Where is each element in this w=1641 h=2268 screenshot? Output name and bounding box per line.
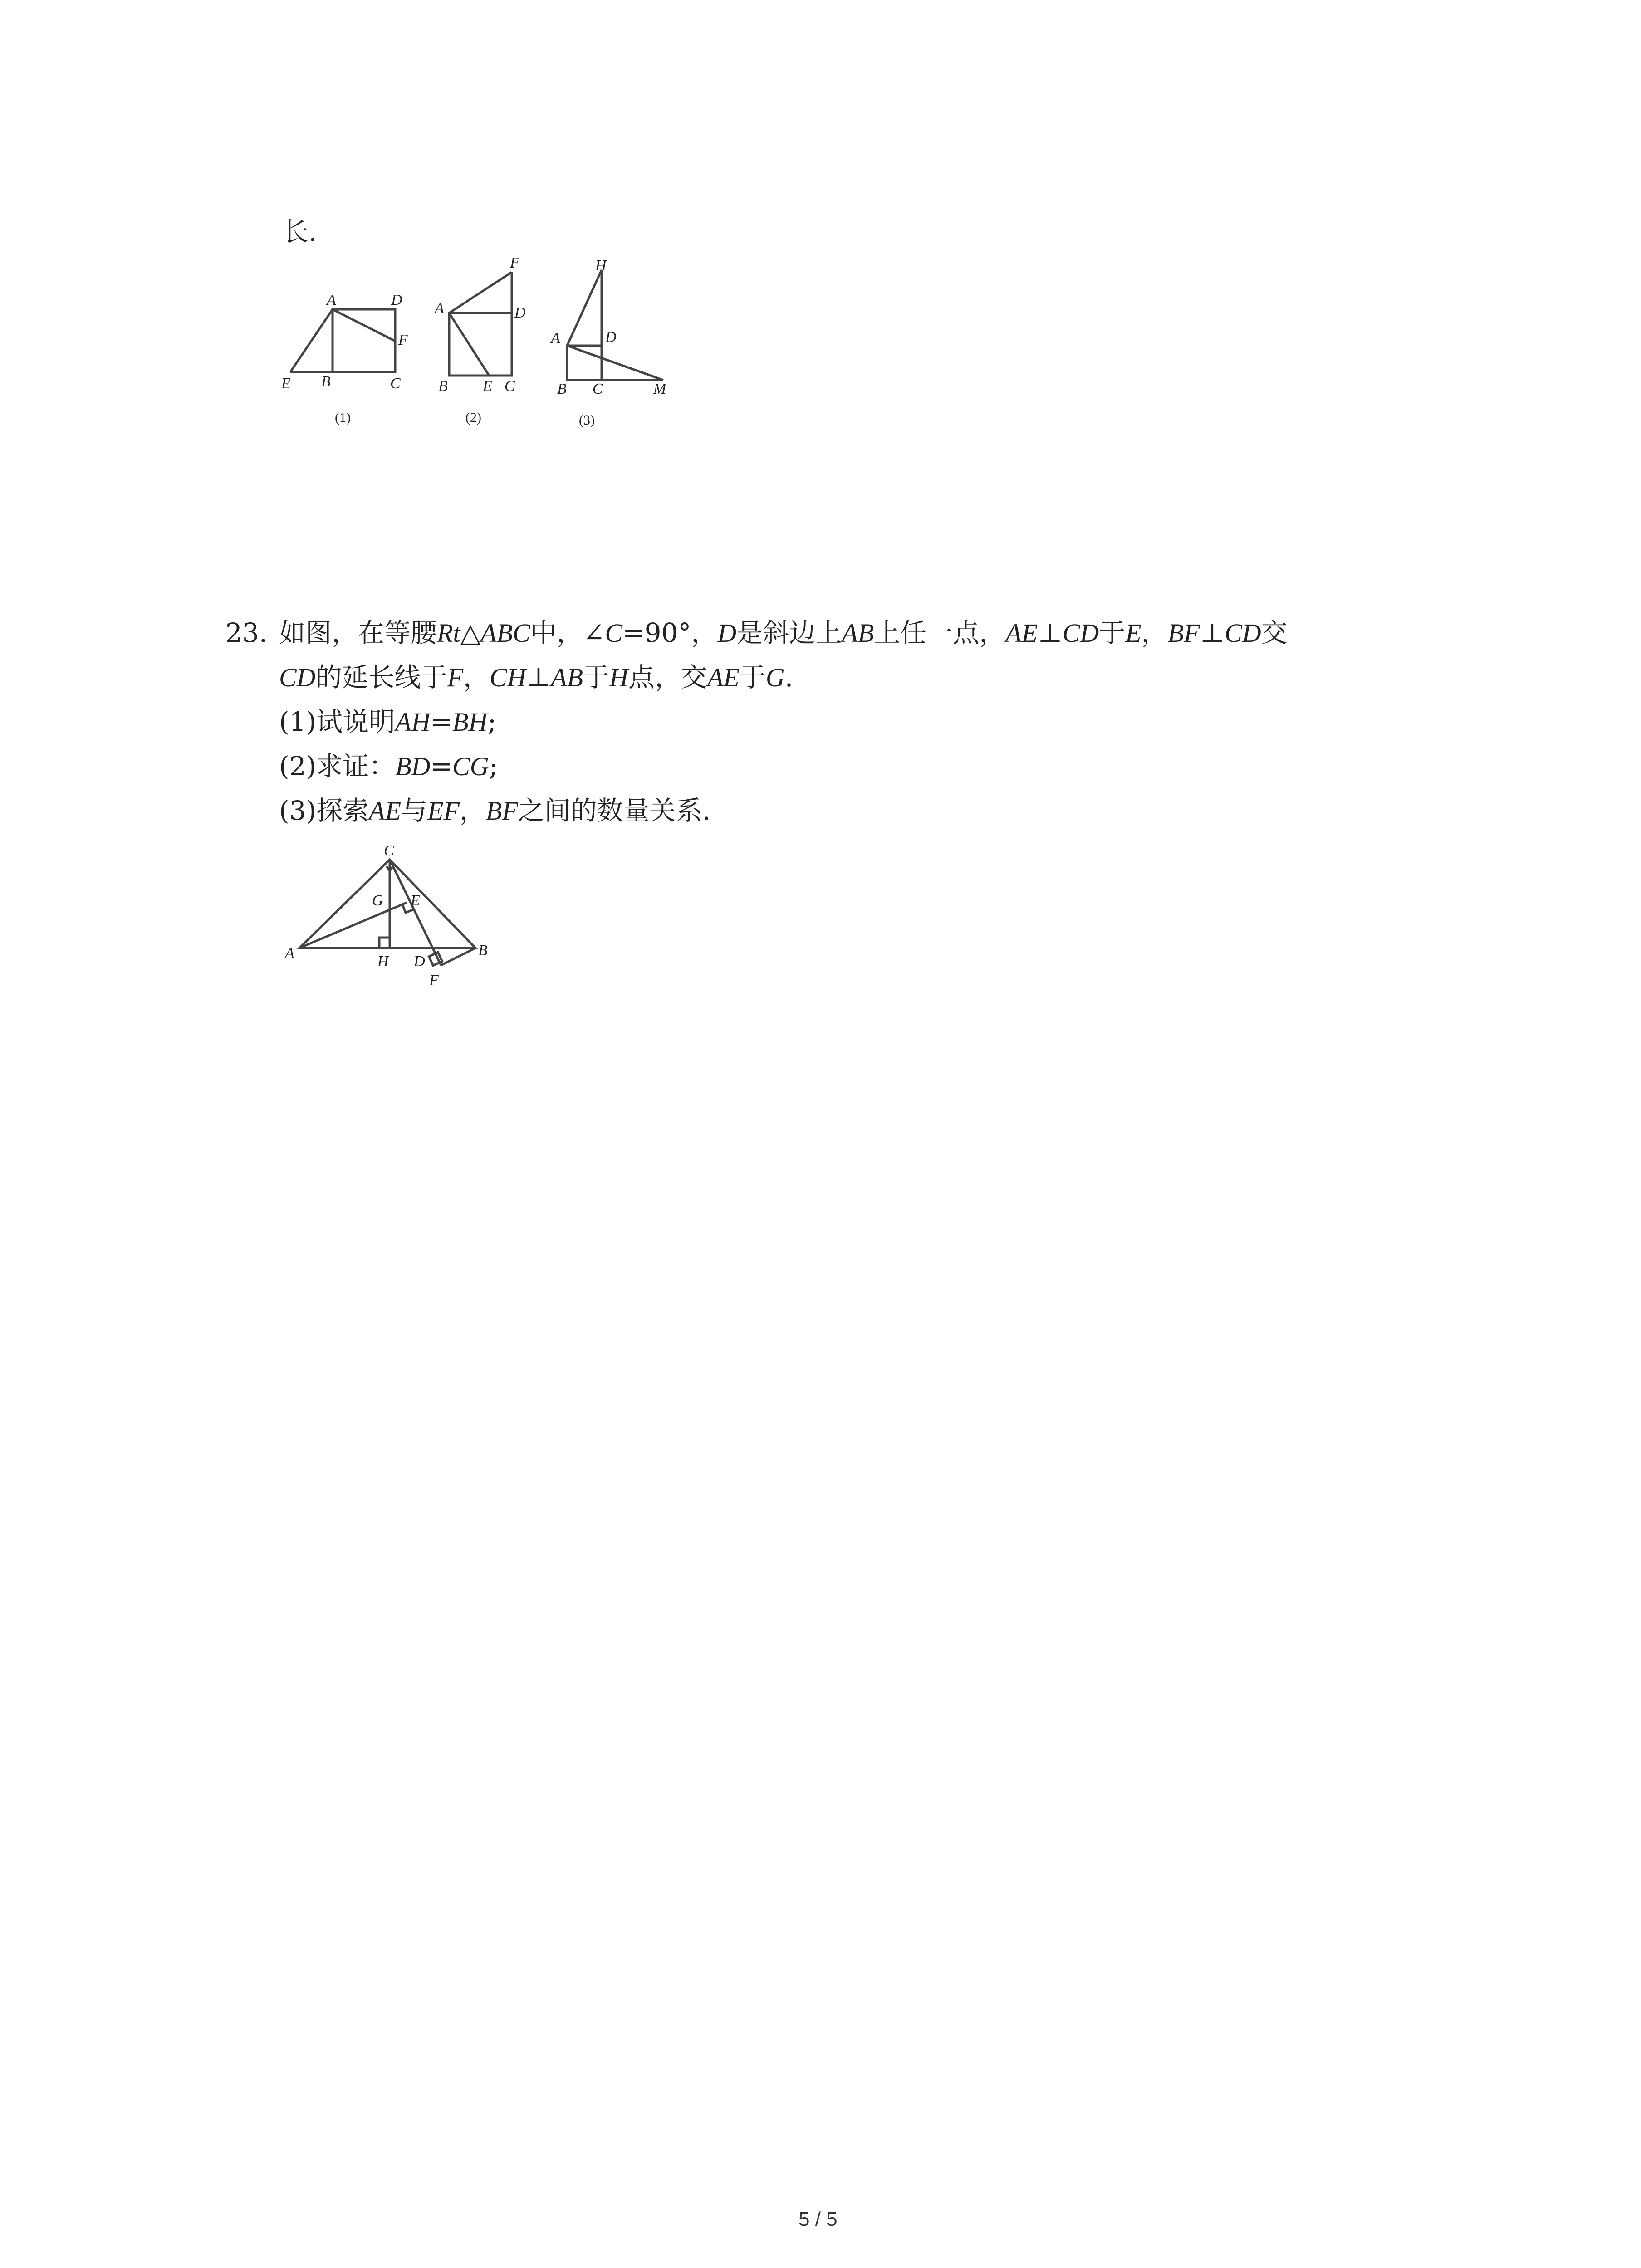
fig2-label-C: C xyxy=(505,378,515,395)
tri-label-H: H xyxy=(377,953,389,970)
fig3-label-C: C xyxy=(593,381,603,397)
figure-2 xyxy=(449,272,512,376)
fig1-label-C: C xyxy=(390,375,401,392)
tri-label-C: C xyxy=(384,842,394,859)
fig2-label-A: A xyxy=(435,300,444,317)
figure-3 xyxy=(567,270,663,380)
tri-label-G: G xyxy=(372,892,383,909)
fig2-label-B: B xyxy=(438,378,448,395)
fig1-label-F: F xyxy=(398,332,408,348)
fig3-label-M: M xyxy=(653,381,666,397)
tri-label-F: F xyxy=(429,972,439,989)
tri-label-A: A xyxy=(285,945,294,962)
fig2-caption: (2) xyxy=(465,410,481,425)
fig1-label-B: B xyxy=(321,373,331,390)
tri-label-E: E xyxy=(411,892,420,909)
question-number: 23. xyxy=(225,617,268,648)
figure-1 xyxy=(290,309,395,372)
question-line-1: 如图，在等腰Rt△ABC中，∠C=90°，D是斜边上AB上任一点，AE⊥CD于E，BF⊥CD交 xyxy=(279,617,1288,648)
sub-question-2: (2)求证：BD=CG; xyxy=(279,751,498,782)
fig3-label-B: B xyxy=(557,381,567,397)
sub-question-3: (3)探索AE与EF，BF之间的数量关系. xyxy=(279,795,711,826)
fig3-caption: (3) xyxy=(579,413,595,428)
fig1-label-E: E xyxy=(281,375,291,392)
fig2-label-D: D xyxy=(514,304,526,321)
fig3-label-A: A xyxy=(551,330,560,347)
fig3-label-H: H xyxy=(595,257,607,274)
fig1-label-A: A xyxy=(327,292,336,308)
triangle-figure xyxy=(272,835,526,998)
fig1-label-D: D xyxy=(391,292,402,308)
page-number: 5 / 5 xyxy=(798,2208,838,2230)
fig2-label-F: F xyxy=(510,254,519,271)
fig3-label-D: D xyxy=(605,329,617,346)
square-figures xyxy=(272,245,681,445)
fig2-label-E: E xyxy=(483,378,492,395)
continued-text: 长. xyxy=(282,216,317,247)
tri-label-B: B xyxy=(478,942,488,959)
tri-label-D: D xyxy=(414,953,425,970)
fig1-caption: (1) xyxy=(335,410,351,425)
sub-question-1: (1)试说明AH=BH; xyxy=(279,706,496,737)
question-line-2: CD的延长线于F，CH⊥AB于H点，交AE于G. xyxy=(279,662,794,693)
